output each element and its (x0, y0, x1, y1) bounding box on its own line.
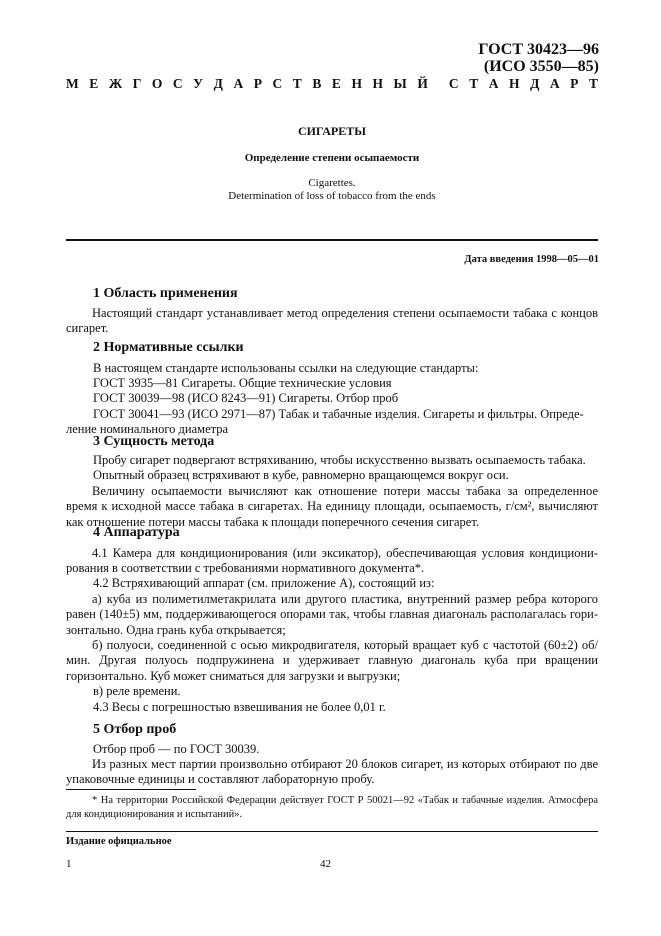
section-5-heading: 5 Отбор проб (93, 722, 177, 737)
banner-letter: Й (417, 76, 428, 91)
banner-letter: Е (331, 76, 341, 91)
banner-letter: Н (351, 76, 362, 91)
english-title-line1: Cigarettes. (308, 177, 356, 189)
banner-letter: О (151, 76, 163, 91)
banner-letter: Е (89, 76, 99, 91)
section-3-line: Пробу сигарет подвергают встряхиванию, чтобы искусственно вызвать осыпаемость табака. (93, 453, 586, 467)
introduction-date: Дата введения 1998—05—01 (464, 254, 599, 265)
section-5-text: Из разных мест партии произвольно отбирают 20 блоков сигарет, из которых отбирают по две упаковочные единицы и составляют лабораторную пробу. (66, 757, 598, 787)
clause-4-2: 4.2 Встряхивающий аппарат (см. приложение А), состоящий из: (93, 576, 435, 590)
section-1-heading: 1 Область применения (93, 286, 238, 301)
banner-letter: Г (132, 76, 142, 91)
banner-letter: Ы (393, 76, 407, 91)
header-divider (66, 239, 598, 241)
standard-number: ГОСТ 30423—96 (478, 41, 599, 58)
section-5-line: Отбор проб — по ГОСТ 30039. (93, 742, 260, 756)
banner-letter: А (488, 76, 499, 91)
document-subtitle: Определение степени осыпаемости (244, 152, 420, 164)
clause-4-2-c: в) реле времени. (93, 684, 181, 698)
banner-letter: С (448, 76, 459, 91)
banner-letter: Н (509, 76, 520, 91)
section-3-line: Опытный образец встряхивают в кубе, равномерно вращающемся вокруг оси. (93, 468, 509, 482)
document-title: СИГАРЕТЫ (297, 124, 367, 138)
clause-4-1: 4.1 Камера для кондиционирования (или эксикатор), обеспечивающая условия кондиционирования в соответствии с требованиями нормативного документа*. (66, 546, 598, 576)
banner-letter: С (172, 76, 183, 91)
banner-letter: В (312, 76, 322, 91)
section-2-line: ГОСТ 30041—93 (ИСО 2971—87) Табак и табачные изделия. Сигареты и фильтры. Опреде- (93, 407, 584, 421)
banner-letter: А (233, 76, 244, 91)
footnote-divider (66, 789, 196, 790)
banner-letter: А (549, 76, 560, 91)
banner-letter: У (193, 76, 204, 91)
section-2-line: ГОСТ 30039—98 (ИСО 8243—91) Сигареты. Отбор проб (93, 391, 399, 405)
section-2-line: ГОСТ 3935—81 Сигареты. Общие технические условия (93, 376, 392, 390)
banner-letter: Н (372, 76, 383, 91)
section-3-heading: 3 Сущность метода (93, 434, 215, 449)
section-1-text: Настоящий стандарт устанавливает метод определения степени осыпаемости табака с концов сигарет. (66, 306, 598, 336)
footer-divider (66, 831, 598, 832)
iso-number: (ИСО 3550—85) (483, 58, 599, 75)
official-edition-label: Издание официальное (66, 836, 172, 847)
banner-letter: Ж (108, 76, 123, 91)
page-number: 42 (320, 858, 331, 870)
clause-4-2-a: а) куба из полиметилметакрилата или другого пластика, внутренний размер ребра которого равен (140±5) мм, поддерживающегося опорами так, чтобы главная диагональ располагалась горизонтально. Одна грань куба открывается; (66, 592, 598, 637)
footnote: * На территории Российской Федерации действует ГОСТ Р 50021—92 «Табак и табачные изделия. Атмосфера для кондиционирования и испытаний». (66, 795, 598, 820)
section-2-heading: 2 Нормативные ссылки (93, 340, 244, 355)
banner-letter: М (66, 76, 79, 91)
clause-4-3: 4.3 Весы с погрешностью взвешивания не более 0,01 г. (93, 700, 386, 714)
banner-letter: Д (213, 76, 223, 91)
clause-4-2-b: б) полуоси, соединенной с осью микродвигателя, который вращает куб с частотой (60±2) об/мин. Другая полуось подпружинена и удерживает главную диагональ куба при вращении горизонтально. Куб может сниматься для загрузки и выгрузки; (66, 638, 598, 683)
banner-letter: Т (469, 76, 479, 91)
section-2-line: ление номинального диаметра (66, 422, 229, 436)
interstate-standard-banner (66, 76, 598, 92)
banner-letter: С (272, 76, 283, 91)
banner-letter: Р (570, 76, 579, 91)
english-title-line2: Determination of loss of tobacco from the ends (228, 190, 436, 202)
section-3-text: Величину осыпаемости вычисляют как отношение потери массы табака за определенное время к исходной массе табака в сигаретах. На единицу площади, осыпаемость, г/см², вычисляют как отношение потери массы табака к площади поперечного сечения сигарет. (66, 484, 598, 529)
section-4-heading: 4 Аппаратура (93, 525, 180, 540)
banner-letter: Р (253, 76, 262, 91)
banner-letter: Т (292, 76, 302, 91)
banner-letter: Д (530, 76, 540, 91)
section-2-line: В настоящем стандарте использованы ссылки на следующие стандарты: (93, 361, 479, 375)
banner-letter: Т (588, 76, 598, 91)
sheet-number: 1 (66, 858, 72, 870)
